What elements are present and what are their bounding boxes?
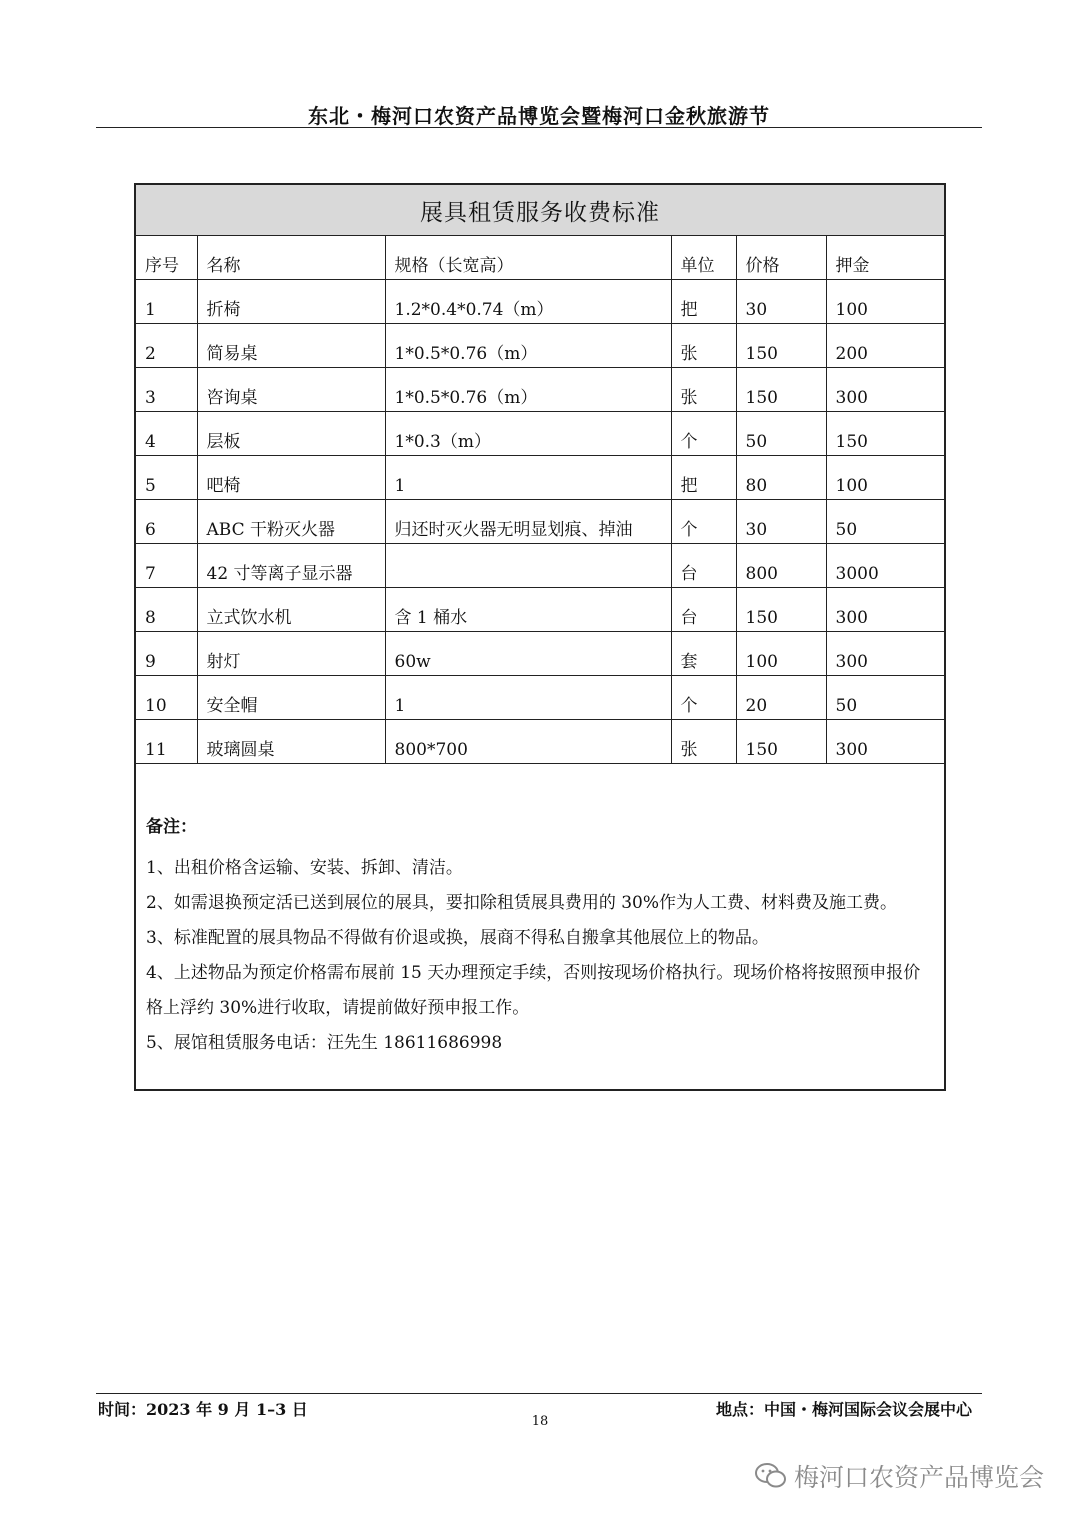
table-cell: 1.2*0.4*0.74（m）: [385, 280, 671, 324]
column-header: 序号: [136, 236, 197, 280]
fee-table: [136, 236, 944, 764]
table-cell: 个: [671, 412, 736, 456]
table-cell: 立式饮水机: [197, 588, 385, 632]
wechat-icon: [754, 1462, 788, 1490]
note-item: 2、如需退换预定活已送到展位的展具，要扣除租赁展具费用的 30%作为人工费、材料费及施工费。: [146, 893, 898, 913]
table-cell: 300: [826, 632, 944, 676]
table-cell: 6: [136, 500, 197, 544]
table-cell: 800*700: [385, 720, 671, 764]
table-cell: 50: [736, 412, 826, 456]
table-cell: 1: [385, 456, 671, 500]
table-cell: 800: [736, 544, 826, 588]
table-header-row: [136, 236, 944, 280]
table-cell: 150: [736, 368, 826, 412]
table-cell: 150: [736, 720, 826, 764]
column-header: 规格（长宽高）: [385, 236, 671, 280]
table-cell: 吧椅: [197, 456, 385, 500]
notes-section: [136, 764, 944, 1061]
table-cell: 200: [826, 324, 944, 368]
footer-time: 时间：2023 年 9 月 1–3 日: [98, 1400, 308, 1419]
table-row: [136, 720, 944, 764]
table-cell: 10: [136, 676, 197, 720]
table-row: [136, 456, 944, 500]
table-row: [136, 544, 944, 588]
table-cell: 把: [671, 280, 736, 324]
table-cell: 含 1 桶水: [385, 588, 671, 632]
column-header: 价格: [736, 236, 826, 280]
table-cell: 1: [385, 676, 671, 720]
notes-title: 备注：: [146, 817, 197, 837]
fee-standard-sheet: [134, 183, 946, 1091]
table-cell: 张: [671, 720, 736, 764]
document-header-title: 东北・梅河口农资产品博览会暨梅河口金秋旅游节: [308, 104, 770, 128]
table-cell: 简易桌: [197, 324, 385, 368]
page-number: 18: [531, 1414, 549, 1429]
table-cell: 2: [136, 324, 197, 368]
table-cell: 1: [136, 280, 197, 324]
table-cell: 100: [826, 280, 944, 324]
table-cell: 归还时灭火器无明显划痕、掉油: [385, 500, 671, 544]
column-header: 名称: [197, 236, 385, 280]
table-cell: 折椅: [197, 280, 385, 324]
table-cell: 300: [826, 368, 944, 412]
table-cell: 套: [671, 632, 736, 676]
table-cell: 个: [671, 500, 736, 544]
table-cell: 把: [671, 456, 736, 500]
table-cell: 张: [671, 368, 736, 412]
table-cell: 4: [136, 412, 197, 456]
sheet-title: 展具租赁服务收费标准: [136, 185, 944, 236]
table-cell: 80: [736, 456, 826, 500]
table-cell: 150: [736, 324, 826, 368]
table-cell: 射灯: [197, 632, 385, 676]
note-item: 5、展馆租赁服务电话：汪先生 18611686998: [146, 1033, 503, 1053]
table-cell: 11: [136, 720, 197, 764]
note-item: 3、标准配置的展具物品不得做有价退或换，展商不得私自搬拿其他展位上的物品。: [146, 928, 769, 948]
table-row: [136, 280, 944, 324]
table-cell: 1*0.5*0.76（m）: [385, 324, 671, 368]
column-header: 押金: [826, 236, 944, 280]
note-item: 1、出租价格含运输、安装、拆卸、清洁。: [146, 858, 463, 878]
table-cell: 台: [671, 588, 736, 632]
table-row: [136, 368, 944, 412]
table-cell: 台: [671, 544, 736, 588]
table-row: [136, 500, 944, 544]
table-cell: 30: [736, 500, 826, 544]
watermark: [754, 1458, 1044, 1494]
watermark-text: 梅河口农资产品博览会: [793, 1463, 1044, 1492]
table-cell: 个: [671, 676, 736, 720]
table-cell: 1*0.3（m）: [385, 412, 671, 456]
table-cell: 300: [826, 720, 944, 764]
table-cell: 咨询桌: [197, 368, 385, 412]
table-cell: 层板: [197, 412, 385, 456]
column-header: 单位: [671, 236, 736, 280]
table-cell: 150: [826, 412, 944, 456]
header-divider: [96, 127, 982, 128]
table-cell: 42 寸等离子显示器: [197, 544, 385, 588]
table-row: [136, 412, 944, 456]
table-cell: 3000: [826, 544, 944, 588]
table-row: [136, 676, 944, 720]
table-cell: ABC 干粉灭火器: [197, 500, 385, 544]
table-cell: 20: [736, 676, 826, 720]
note-item: 4、上述物品为预定价格需布展前 15 天办理预定手续，否则按现场价格执行。现场价格将按照预申报价格上浮约 30%进行收取，请提前做好预申报工作。: [146, 963, 921, 1018]
table-cell: 9: [136, 632, 197, 676]
table-cell: 300: [826, 588, 944, 632]
table-cell: 7: [136, 544, 197, 588]
table-cell: 100: [736, 632, 826, 676]
table-row: [136, 588, 944, 632]
table-cell: 3: [136, 368, 197, 412]
table-cell: 安全帽: [197, 676, 385, 720]
table-cell: 张: [671, 324, 736, 368]
table-cell: 30: [736, 280, 826, 324]
table-cell: 150: [736, 588, 826, 632]
table-cell: 60w: [385, 632, 671, 676]
table-row: [136, 632, 944, 676]
table-cell: 50: [826, 500, 944, 544]
table-cell: 100: [826, 456, 944, 500]
table-cell: [385, 544, 671, 588]
footer-venue: 地点：中国・梅河国际会议会展中心: [715, 1400, 972, 1419]
table-cell: 玻璃圆桌: [197, 720, 385, 764]
table-cell: 8: [136, 588, 197, 632]
table-cell: 50: [826, 676, 944, 720]
table-cell: 1*0.5*0.76（m）: [385, 368, 671, 412]
table-cell: 5: [136, 456, 197, 500]
footer-divider: [96, 1393, 982, 1394]
table-row: [136, 324, 944, 368]
